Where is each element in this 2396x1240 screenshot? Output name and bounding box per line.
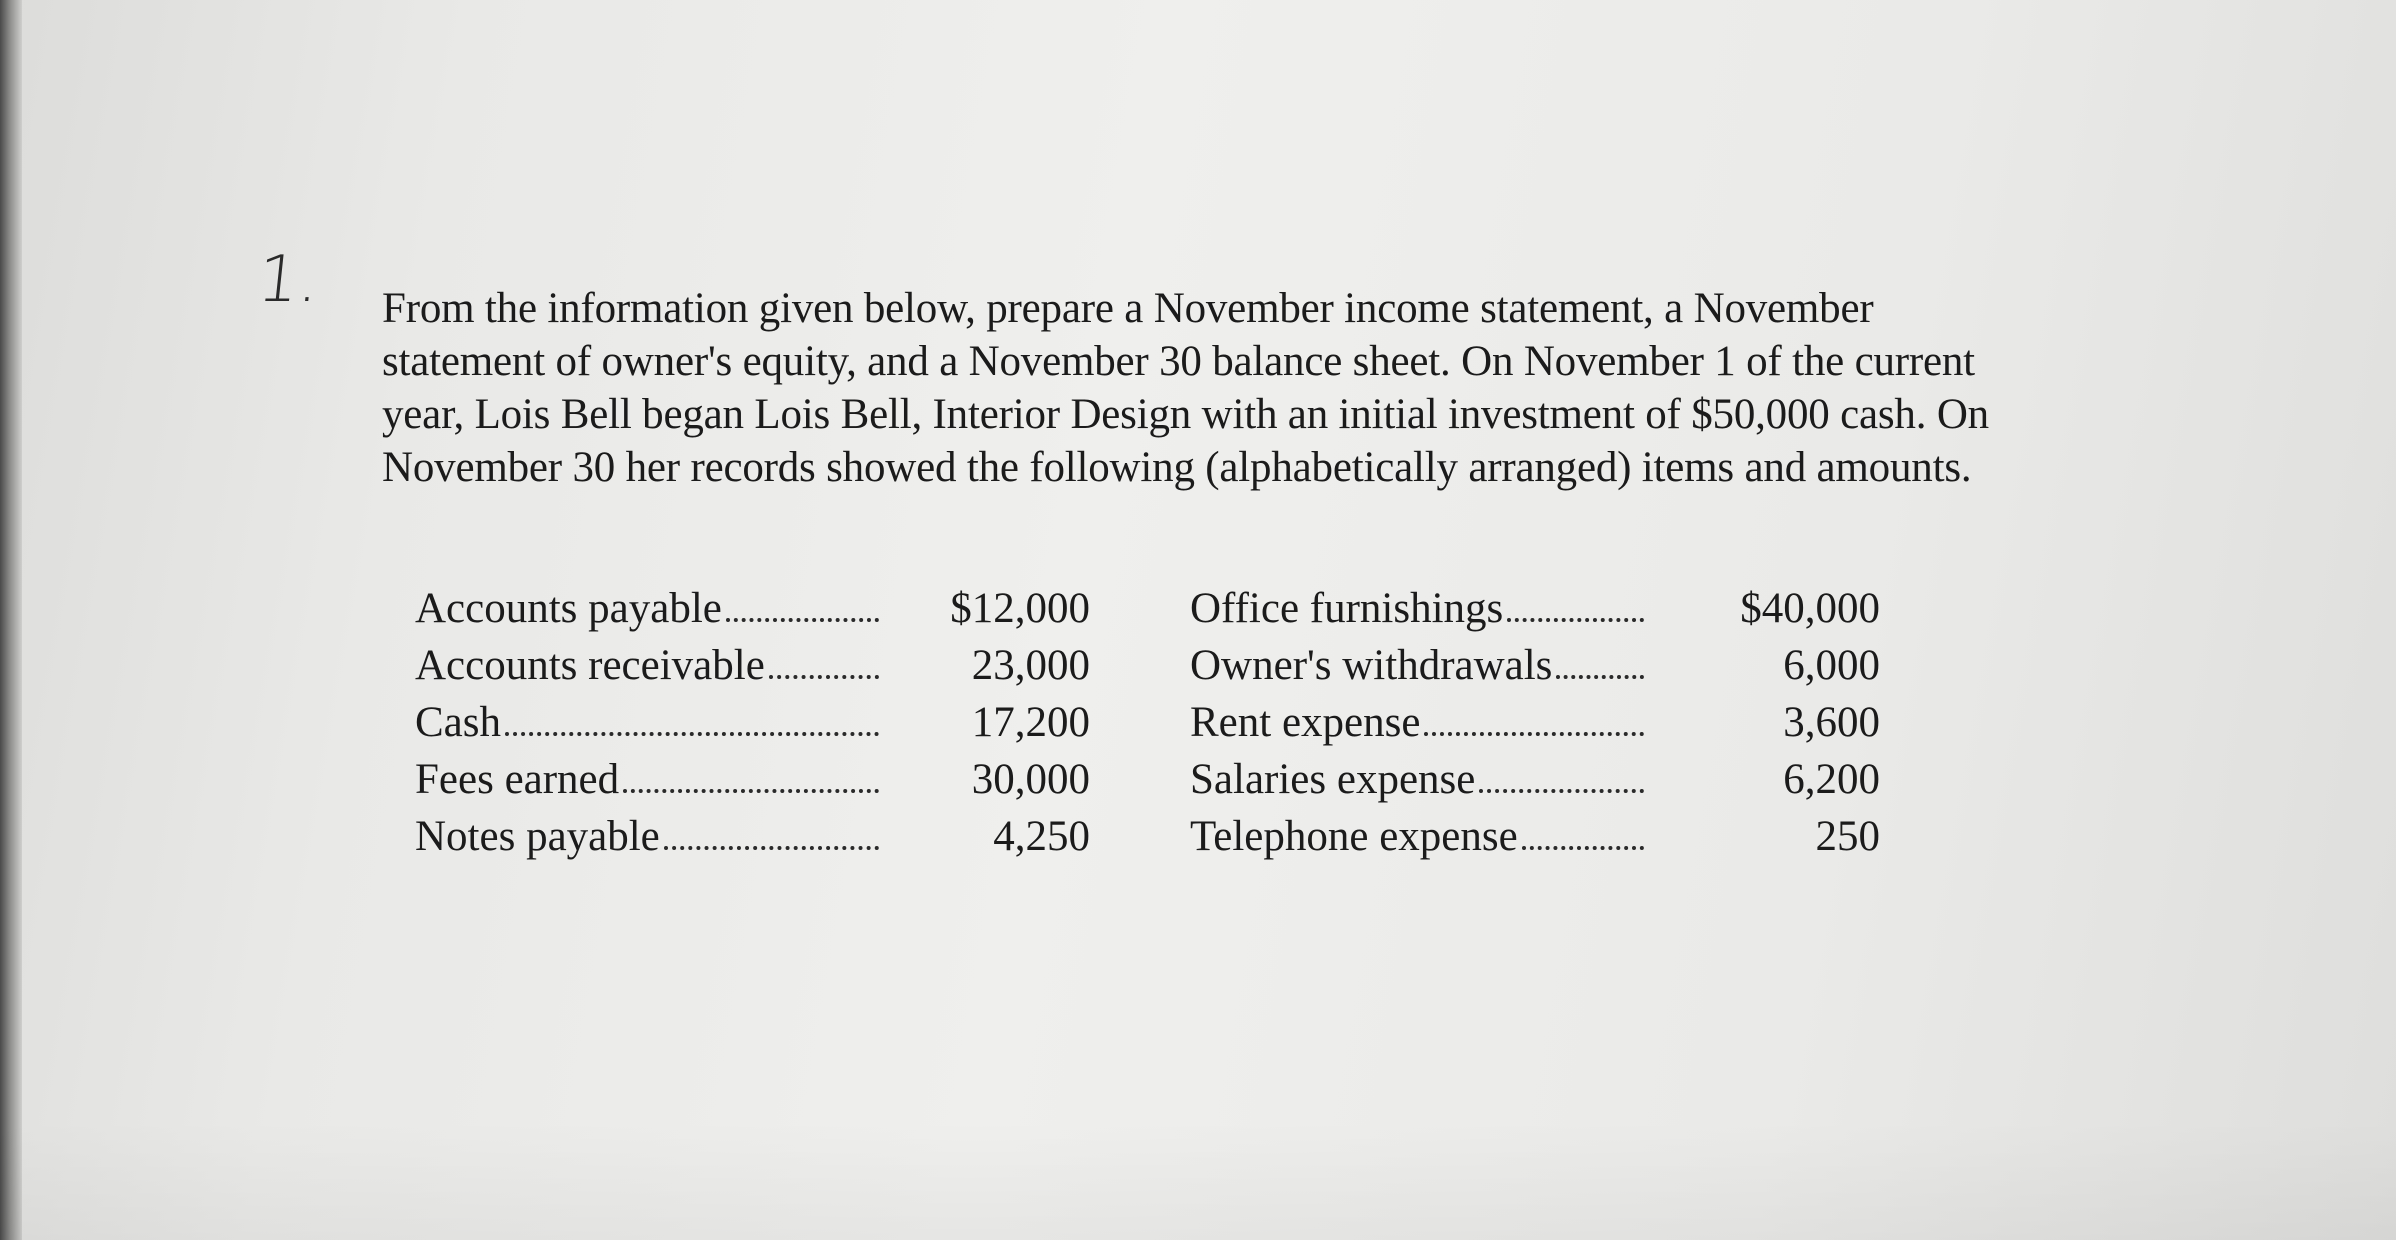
problem-line: statement of owner's equity, and a November 30 balance sheet. On November 1 of the current [382,338,1975,385]
table-row [415,694,1880,751]
item-amount: 250 [1815,813,1880,860]
item-label: Telephone expense [1190,813,1518,860]
item-label: Office furnishings [1190,585,1504,632]
table-row [415,808,1880,865]
item-amount: 3,600 [1783,699,1880,746]
account-items-table [415,580,1880,865]
problem-number: 1. [254,243,323,317]
item-amount: 6,000 [1783,642,1880,689]
dot-leader [1424,732,1644,736]
screen-shading [0,1120,2396,1240]
item-label: Owner's withdrawals [1190,642,1553,689]
problem-line: year, Lois Bell began Lois Bell, Interior Design with an initial investment of $50,000 cash. On [382,391,1989,438]
problem-line: From the information given below, prepare a November income statement, a November [382,285,1874,332]
item-label: Notes payable [415,813,660,860]
item-label: Accounts receivable [415,642,765,689]
item-amount: 17,200 [971,699,1090,746]
dot-leader [726,618,879,622]
table-row [415,580,1880,637]
dot-leader [505,732,879,736]
problem-statement [382,282,2142,494]
item-label: Rent expense [1190,699,1421,746]
monitor-bezel-edge [0,0,22,1240]
item-amount: 4,250 [993,813,1090,860]
problem-line: November 30 her records showed the following (alphabetically arranged) items and amounts. [382,444,1972,491]
item-label: Accounts payable [415,585,722,632]
item-label: Fees earned [415,756,620,803]
item-label: Salaries expense [1190,756,1476,803]
item-amount: 23,000 [971,642,1090,689]
dot-leader [664,846,879,850]
dot-leader [1556,675,1644,679]
item-amount: 30,000 [971,756,1090,803]
dot-leader [623,789,879,793]
item-amount: $12,000 [950,585,1090,632]
dot-leader [769,675,879,679]
dot-leader [1479,789,1644,793]
dot-leader [1507,618,1644,622]
dot-leader [1522,846,1644,850]
item-amount: $40,000 [1740,585,1880,632]
table-row [415,637,1880,694]
item-label: Cash [415,699,501,746]
table-row [415,751,1880,808]
item-amount: 6,200 [1783,756,1880,803]
